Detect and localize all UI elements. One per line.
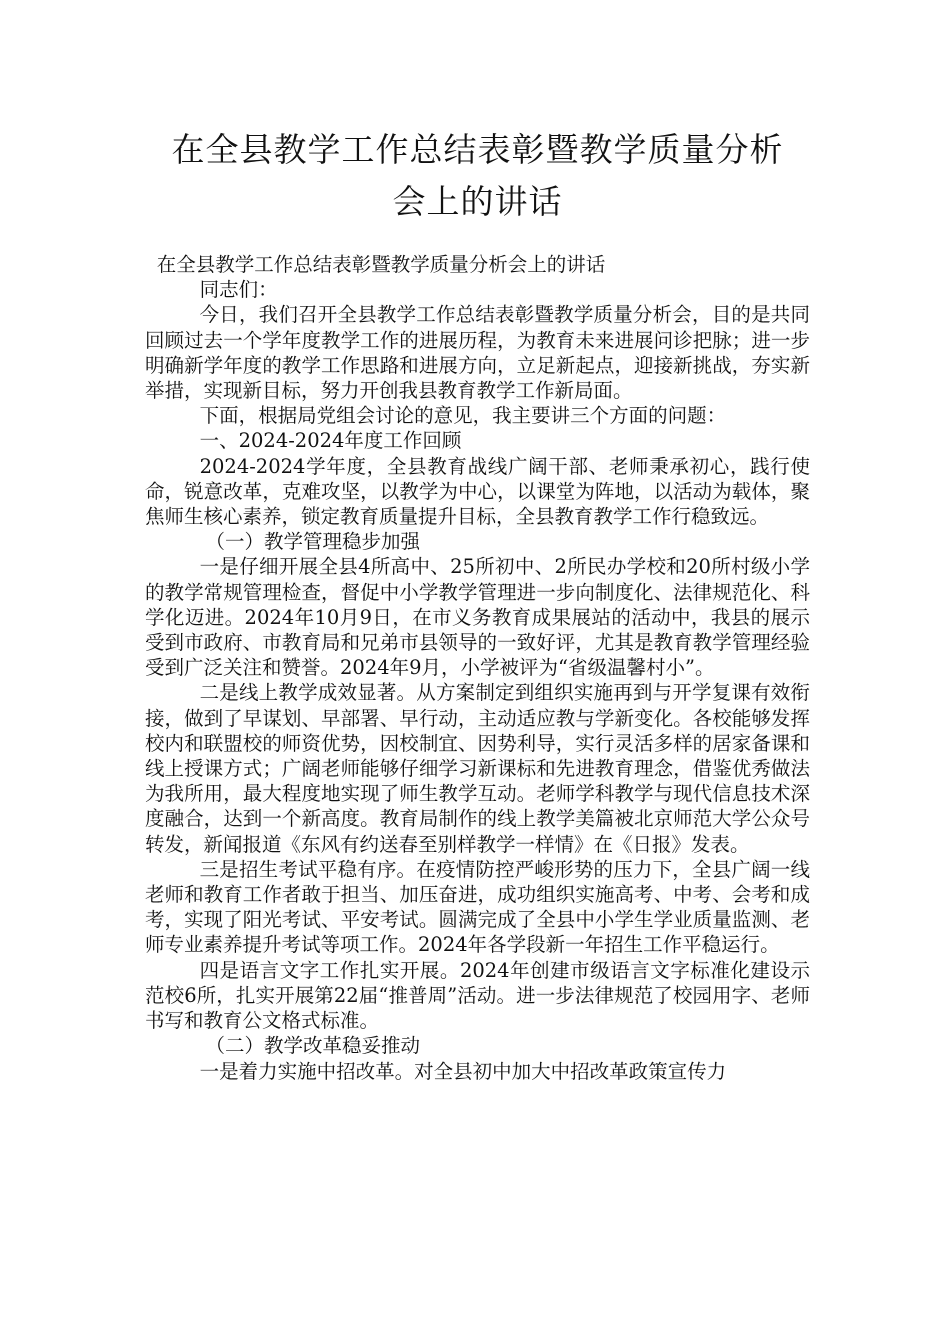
document-body xyxy=(145,252,810,1084)
paragraph-review: 2024-2024学年度，全县教育战线广阔干部、老师秉承初心，践行使命，锐意改革，克难攻坚，以教学为中心，以课堂为阵地，以活动为载体，聚焦师生核心素养，锁定教育质量提升目标，全县教育教学工作行稳致远。 xyxy=(145,454,810,529)
document-subtitle: 在全县教学工作总结表彰暨教学质量分析会上的讲话 xyxy=(156,253,606,276)
paragraph-online-teaching: 二是线上教学成效显著。从方案制定到组织实施再到与开学复课有效衔接，做到了早谋划、早部署、早行动，主动适应教与学新变化。各校能够发挥校内和联盟校的师资优势，因校制宜、因势利导，实行灵活多样的居家备课和线上授课方式；广阔老师能够仔细学习新课标和先进教育理念，借鉴优秀做法为我所用，最大程度地实现了师生教学互动。老师学科教学与现代信息技术深度融合，达到一个新高度。教育局制作的线上教学美篇被北京师范大学公众号转发，新闻报道《东风有约送春至别样教学一样情》在《日报》发表。 xyxy=(145,681,810,856)
subsection-heading-1: （一）教学管理稳步加强 xyxy=(205,530,420,554)
document-page xyxy=(145,124,810,1084)
salutation: 同志们： xyxy=(199,278,278,302)
section-heading-1: 一、2024-2024年度工作回顾 xyxy=(199,429,462,453)
paragraph-reform: 一是着力实施中招改革。对全县初中加大中招改革政策宣传力 xyxy=(199,1059,727,1083)
title-line-2: 会上的讲话 xyxy=(392,182,563,221)
paragraph-management: 一是仔细开展全县4所高中、25所初中、2所民办学校和20所村级小学的教学常规管理检查，督促中小学教学管理进一步向制度化、法律规范化、科学化迈进。2024年10月9日，在市义务教育成果展站的活动中，我县的展示受到市政府、市教育局和兄弟市县领导的一致好评，尤其是教育教学管理经验受到广泛关注和赞誉。2024年9月，小学被评为“省级温馨村小”。 xyxy=(145,555,810,680)
title-line-1: 在全县教学工作总结表彰暨教学质量分析 xyxy=(171,130,784,169)
document-title xyxy=(145,124,810,228)
subsection-heading-2: （二）教学改革稳妥推动 xyxy=(205,1034,420,1058)
paragraph-intro: 今日，我们召开全县教学工作总结表彰暨教学质量分析会，目的是共同回顾过去一个学年度教学工作的进展历程，为教育未来进展问诊把脉；进一步明确新学年度的教学工作思路和进展方向，立足新起点，迎接新挑战，夯实新举措，实现新目标，努力开创我县教育教学工作新局面。 xyxy=(145,303,810,403)
paragraph-outline: 下面，根据局党组会讨论的意见，我主要讲三个方面的问题： xyxy=(199,404,727,428)
paragraph-exams: 三是招生考试平稳有序。在疫情防控严峻形势的压力下，全县广阔一线老师和教育工作者敢于担当、加压奋进，成功组织实施高考、中考、会考和成考，实现了阳光考试、平安考试。圆满完成了全县中小学生学业质量监测、老师专业素养提升考试等项工作。2024年各学段新一年招生工作平稳运行。 xyxy=(145,857,810,957)
paragraph-language: 四是语言文字工作扎实开展。2024年创建市级语言文字标准化建设示范校6所，扎实开展第22届“推普周”活动。进一步法律规范了校园用字、老师书写和教育公文格式标准。 xyxy=(145,958,810,1033)
